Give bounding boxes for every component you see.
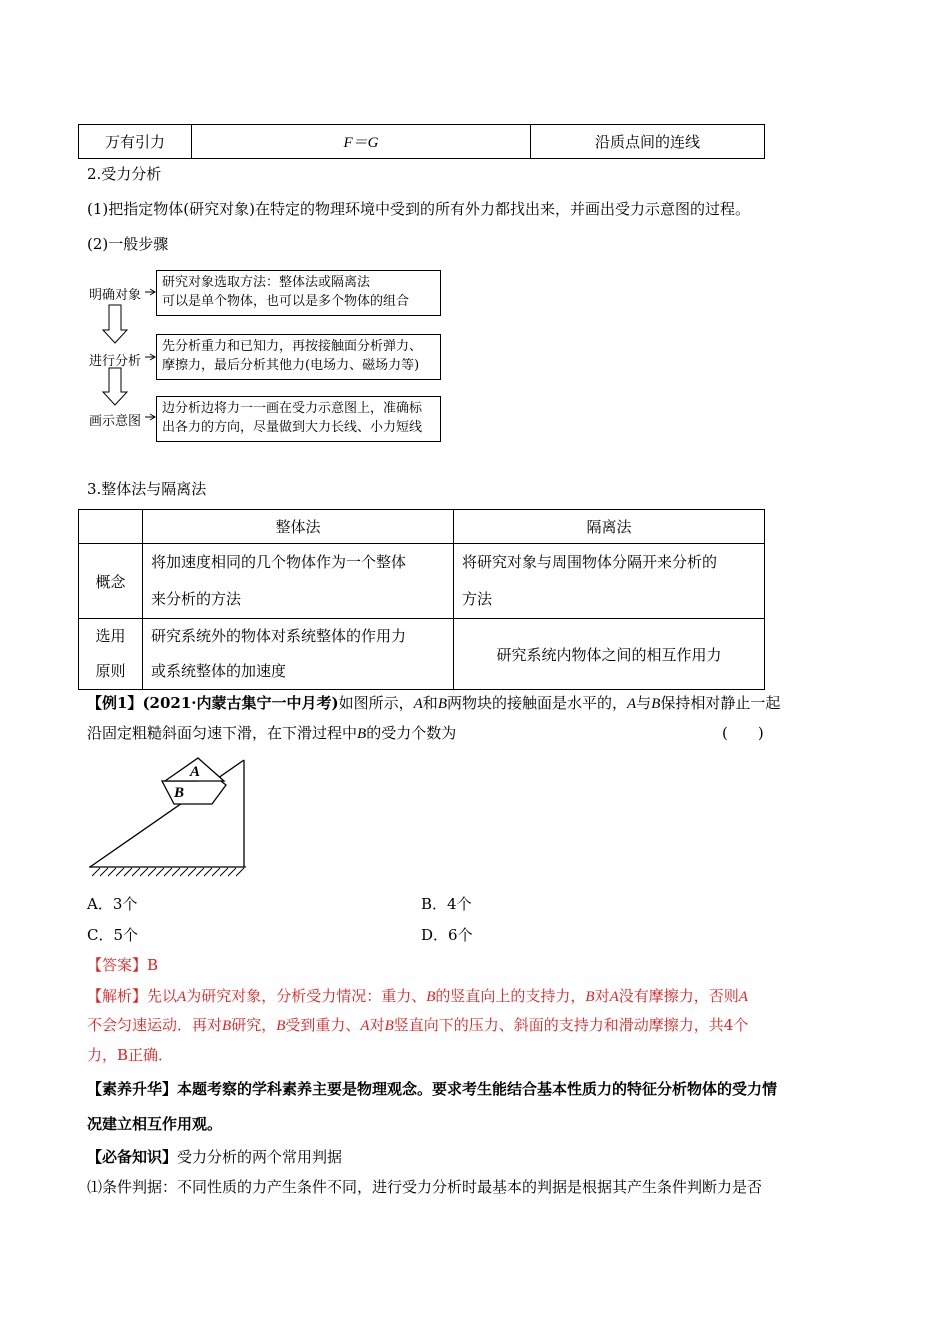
table-header: 隔离法 [454, 510, 765, 544]
option-c[interactable]: C．5个 [87, 926, 139, 944]
row-label [79, 619, 143, 690]
table-cell [143, 619, 454, 690]
cell-line: 或系统整体的加速度 [151, 662, 287, 680]
cell-line: 研究系统外的物体对系统整体的作用力 [151, 627, 407, 645]
incline-surface [90, 760, 244, 867]
text: 的受力个数为 [366, 724, 457, 742]
text: 和 [422, 694, 438, 712]
example-source: (2021·内蒙古集宁一中月考) [142, 694, 339, 712]
paragraph: (1)把指定物体(研究对象)在特定的物理环境中受到的所有外力都找出来，并画出受力示意图的过程。 [87, 200, 750, 218]
text: 保持相对静止一起 [660, 694, 781, 712]
text: 没有摩擦力，否则 [618, 987, 739, 1005]
var: A [413, 696, 423, 712]
answer-line [87, 955, 158, 975]
knowledge-paragraph: ⑴条件判据：不同性质的力产生条件不同，进行受力分析时最基本的判据是根据其产生条件判断力是否 [87, 1178, 763, 1196]
section-heading: 3.整体法与隔离法 [87, 480, 207, 498]
example-question-line1 [87, 693, 780, 714]
var: B [426, 989, 436, 1005]
flow-box [156, 334, 441, 380]
analysis-tag: 【解析】 [87, 987, 148, 1005]
flow-box [156, 396, 441, 442]
gravitation-table [78, 124, 765, 159]
flow-arrows [85, 265, 165, 450]
flow-box-line: 可以是单个物体，也可以是多个物体的组合 [162, 294, 410, 309]
table-cell [79, 510, 143, 544]
method-table [78, 509, 765, 690]
var: B [651, 696, 661, 712]
answer-tag: 【答案】 [87, 956, 148, 974]
text: 与 [636, 694, 652, 712]
var: B [384, 1018, 394, 1034]
section-heading: 2.受力分析 [87, 165, 162, 183]
row-label: 概念 [79, 544, 143, 619]
flow-box-line: 边分析边将力一一画在受力示意图上，准确标 [162, 401, 423, 416]
down-arrow-icon [103, 305, 127, 343]
cell-line: 来分析的方法 [151, 590, 242, 608]
knowledge-heading [87, 1147, 342, 1167]
table-cell: 沿质点间的连线 [531, 125, 765, 159]
text: 个 [733, 1016, 749, 1034]
text: 4 [723, 1016, 734, 1034]
option-a[interactable]: A．3个 [87, 895, 138, 913]
cell-line: 原则 [95, 662, 126, 680]
answer-paren: ( ) [722, 724, 764, 742]
flow-box [156, 270, 441, 316]
table-cell [454, 544, 765, 619]
var: B [276, 1018, 286, 1034]
cell-line: 方法 [462, 590, 493, 608]
example-question-line2 [87, 723, 456, 744]
cell-line: 将加速度相同的几个物体作为一个整体 [151, 553, 407, 571]
var: A [609, 989, 619, 1005]
table-cell [143, 544, 454, 619]
text: 对 [369, 1016, 385, 1034]
text: 不会匀速运动．再对 [87, 1016, 223, 1034]
incline-figure [86, 755, 252, 881]
var: B [222, 1018, 232, 1034]
text: 受到重力、 [285, 1016, 361, 1034]
var: A [627, 696, 637, 712]
table-cell: 研究系统内物体之间的相互作用力 [454, 619, 765, 690]
text: 先以 [147, 987, 178, 1005]
label-b: B [174, 785, 185, 801]
analysis-line2 [87, 1015, 748, 1036]
flow-step-label: 画示意图 [89, 414, 142, 429]
var: B [585, 989, 595, 1005]
flow-step-label: 明确对象 [89, 288, 142, 303]
example-tag: 【例1】 [87, 694, 143, 712]
cell-line: 将研究对象与周围物体分隔开来分析的 [462, 553, 718, 571]
text: 对 [594, 987, 610, 1005]
flow-box-line: 出各力的方向，尽量做到大力长线、小力短线 [162, 420, 423, 435]
var: B [357, 726, 367, 742]
option-b[interactable]: B．4个 [421, 895, 472, 913]
var: B [437, 696, 447, 712]
text: 如图所示， [338, 694, 414, 712]
text: 的竖直向上的支持力， [435, 987, 586, 1005]
cell-line: 选用 [95, 627, 126, 645]
table-cell: 万有引力 [79, 125, 192, 159]
text: 沿固定粗糙斜面匀速下滑，在下滑过程中 [87, 724, 358, 742]
answer-value: B [147, 956, 159, 974]
text: 为研究对象，分析受力情况：重力、 [186, 987, 427, 1005]
flow-step-label: 进行分析 [89, 354, 142, 369]
flow-box-line: 摩擦力，最后分析其他力(电场力、磁场力等) [162, 358, 420, 373]
analysis-line1 [87, 986, 748, 1007]
analysis-line3: 力，B正确． [87, 1046, 174, 1064]
var: A [738, 989, 748, 1005]
var: A [360, 1018, 370, 1034]
text: 研究， [231, 1016, 277, 1034]
text: 竖直向下的压力、斜面的支持力和滑动摩擦力，共 [393, 1016, 724, 1034]
knowledge-tag: 【必备知识】 [87, 1148, 178, 1166]
label-a: A [190, 764, 201, 780]
flow-box-line: 先分析重力和已知力，再按接触面分析弹力、 [162, 339, 423, 354]
knowledge-title: 受力分析的两个常用判据 [177, 1148, 343, 1166]
option-d[interactable]: D．6个 [421, 926, 473, 944]
formula-cell: F＝G [192, 125, 531, 159]
table-header: 整体法 [143, 510, 454, 544]
down-arrow-icon [103, 368, 127, 405]
var: A [177, 989, 187, 1005]
text: 两物块的接触面是水平的， [446, 694, 627, 712]
literacy-line2: 况建立相互作用观。 [87, 1115, 223, 1133]
paragraph: (2)一般步骤 [87, 235, 169, 253]
literacy-line1: 【素养升华】本题考察的学科素养主要是物理观念。要求考生能结合基本性质力的特征分析物体的受力情 [87, 1080, 778, 1098]
flow-box-line: 研究对象选取方法：整体法或隔离法 [162, 275, 371, 290]
